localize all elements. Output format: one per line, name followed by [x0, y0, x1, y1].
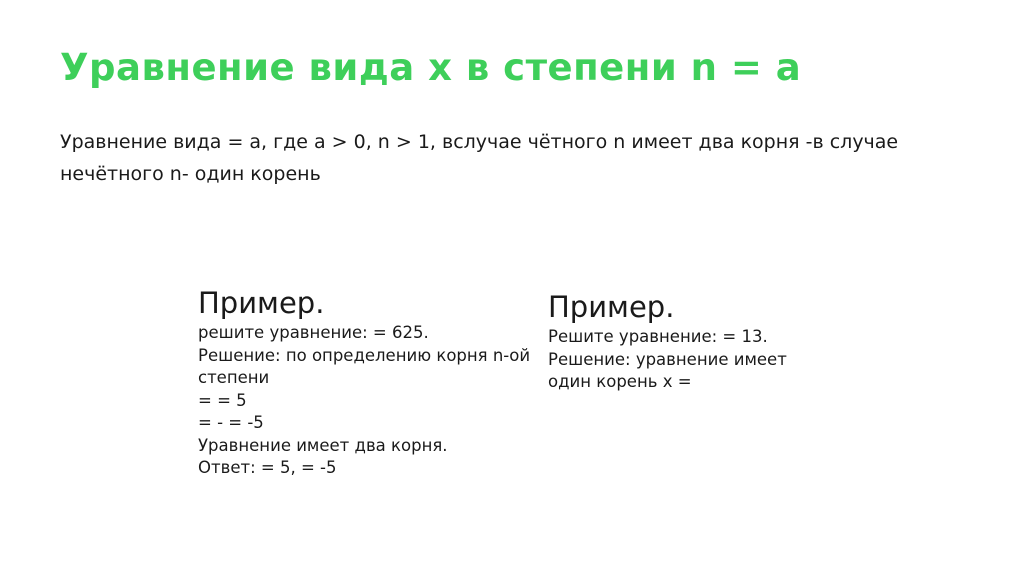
example-line: Уравнение имеет два корня.: [198, 435, 448, 455]
example-line: = - = -5: [198, 413, 264, 432]
slide-title: Уравнение вида х в степени n = a: [60, 46, 802, 89]
example-heading: Пример.: [198, 286, 325, 320]
example-line: решите уравнение: = 625.: [198, 323, 429, 342]
example-line: Решение: уравнение имеет один корень х =: [548, 349, 787, 391]
example-left: [198, 284, 558, 480]
example-line: Решение: по определению корня n-ой: [198, 345, 531, 365]
example-heading: Пример.: [548, 290, 675, 324]
example-line: степени: [198, 368, 270, 387]
example-right: [548, 288, 808, 394]
intro-text: Уравнение вида = а, где а > 0, n > 1, вслучае чётного n имеет два корня -в случае нечётного n- один корень: [60, 131, 899, 185]
example-line: Решите уравнение: = 13.: [548, 327, 768, 346]
example-line: Ответ: = 5, = -5: [198, 458, 337, 477]
example-line: = = 5: [198, 390, 247, 410]
